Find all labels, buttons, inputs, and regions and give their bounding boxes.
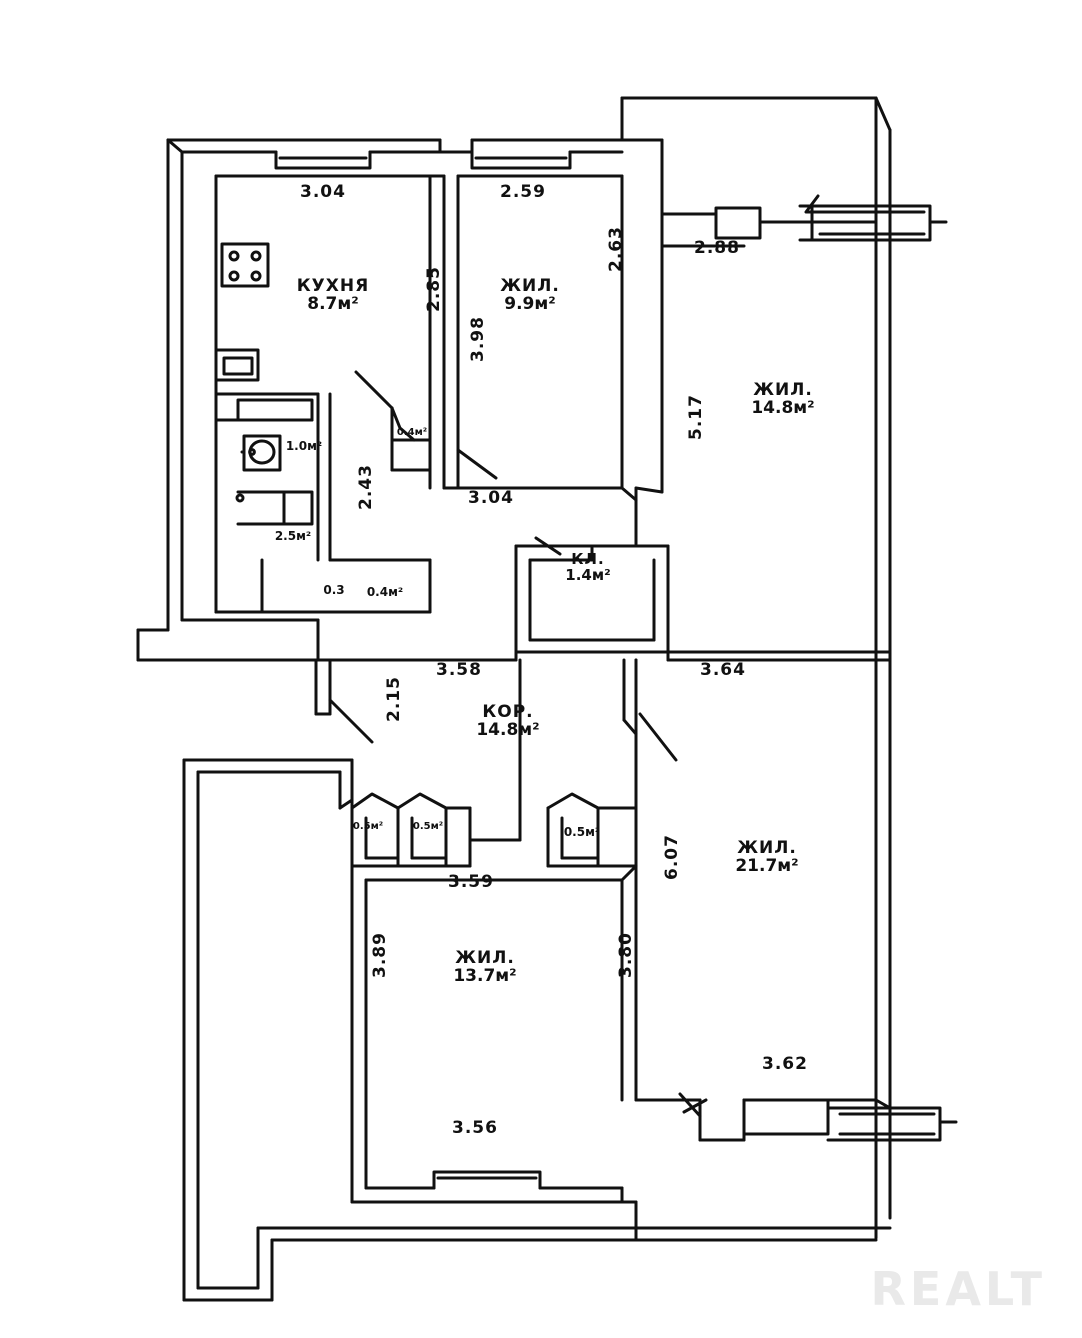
dimension-kitchen-top: 3.04 <box>300 182 346 202</box>
dimension-corridor-left: 3.58 <box>436 660 482 680</box>
dimension-living2-left: 5.17 <box>686 394 706 440</box>
dimension-niches-bottom: 3.59 <box>448 872 494 892</box>
dimension-kitchen-right: 2.85 <box>424 266 444 312</box>
area-label-wc: 2.5м² <box>274 529 312 543</box>
area-label-niche-0-4a: 0.4м² <box>396 427 428 438</box>
room-label-living-21-7: ЖИЛ. 21.7м² <box>735 838 799 876</box>
area-label-niche-0-5b: 0.5м² <box>412 821 444 832</box>
dimension-balcony-top: 2.88 <box>694 238 740 258</box>
room-label-corridor: КОР. 14.8м² <box>476 702 540 740</box>
room-label-closet-1-4: КЛ. 1.4м² <box>565 550 611 584</box>
area-label-niche-0-5c: 0.5м² <box>563 825 601 839</box>
room-label-kitchen: КУХНЯ 8.7м² <box>296 276 370 314</box>
dimension-corridor-right: 3.64 <box>700 660 746 680</box>
room-label-living-13-7: ЖИЛ. 13.7м² <box>453 948 517 986</box>
room-label-living-9-9: ЖИЛ. 9.9м² <box>500 276 560 314</box>
watermark-realt: REALT <box>870 1262 1046 1316</box>
area-label-bath: 1.0м² <box>285 439 323 453</box>
area-label-niche-0-5a: 0.5м² <box>352 821 384 832</box>
dimension-hall-vert: 2.43 <box>356 464 376 510</box>
dimension-living3-left: 6.07 <box>662 834 682 880</box>
dimension-corridor-vert: 2.15 <box>384 676 404 722</box>
dimension-living1-bottom: 3.04 <box>468 488 514 508</box>
dimension-living4-bottom: 3.56 <box>452 1118 498 1138</box>
area-label-niche-0-3: 0.3 <box>323 583 345 597</box>
dimension-balcony-bottom: 3.62 <box>762 1054 808 1074</box>
dimension-living1-top: 2.59 <box>500 182 546 202</box>
dimension-living1-left: 3.98 <box>468 316 488 362</box>
room-label-living-14-8: ЖИЛ. 14.8м² <box>751 380 815 418</box>
area-label-niche-0-4b: 0.4м² <box>366 585 404 599</box>
dimension-living4-left: 3.89 <box>370 932 390 978</box>
dimension-living4-right: 3.80 <box>616 932 636 978</box>
dimension-living1-right: 2.63 <box>606 226 626 272</box>
